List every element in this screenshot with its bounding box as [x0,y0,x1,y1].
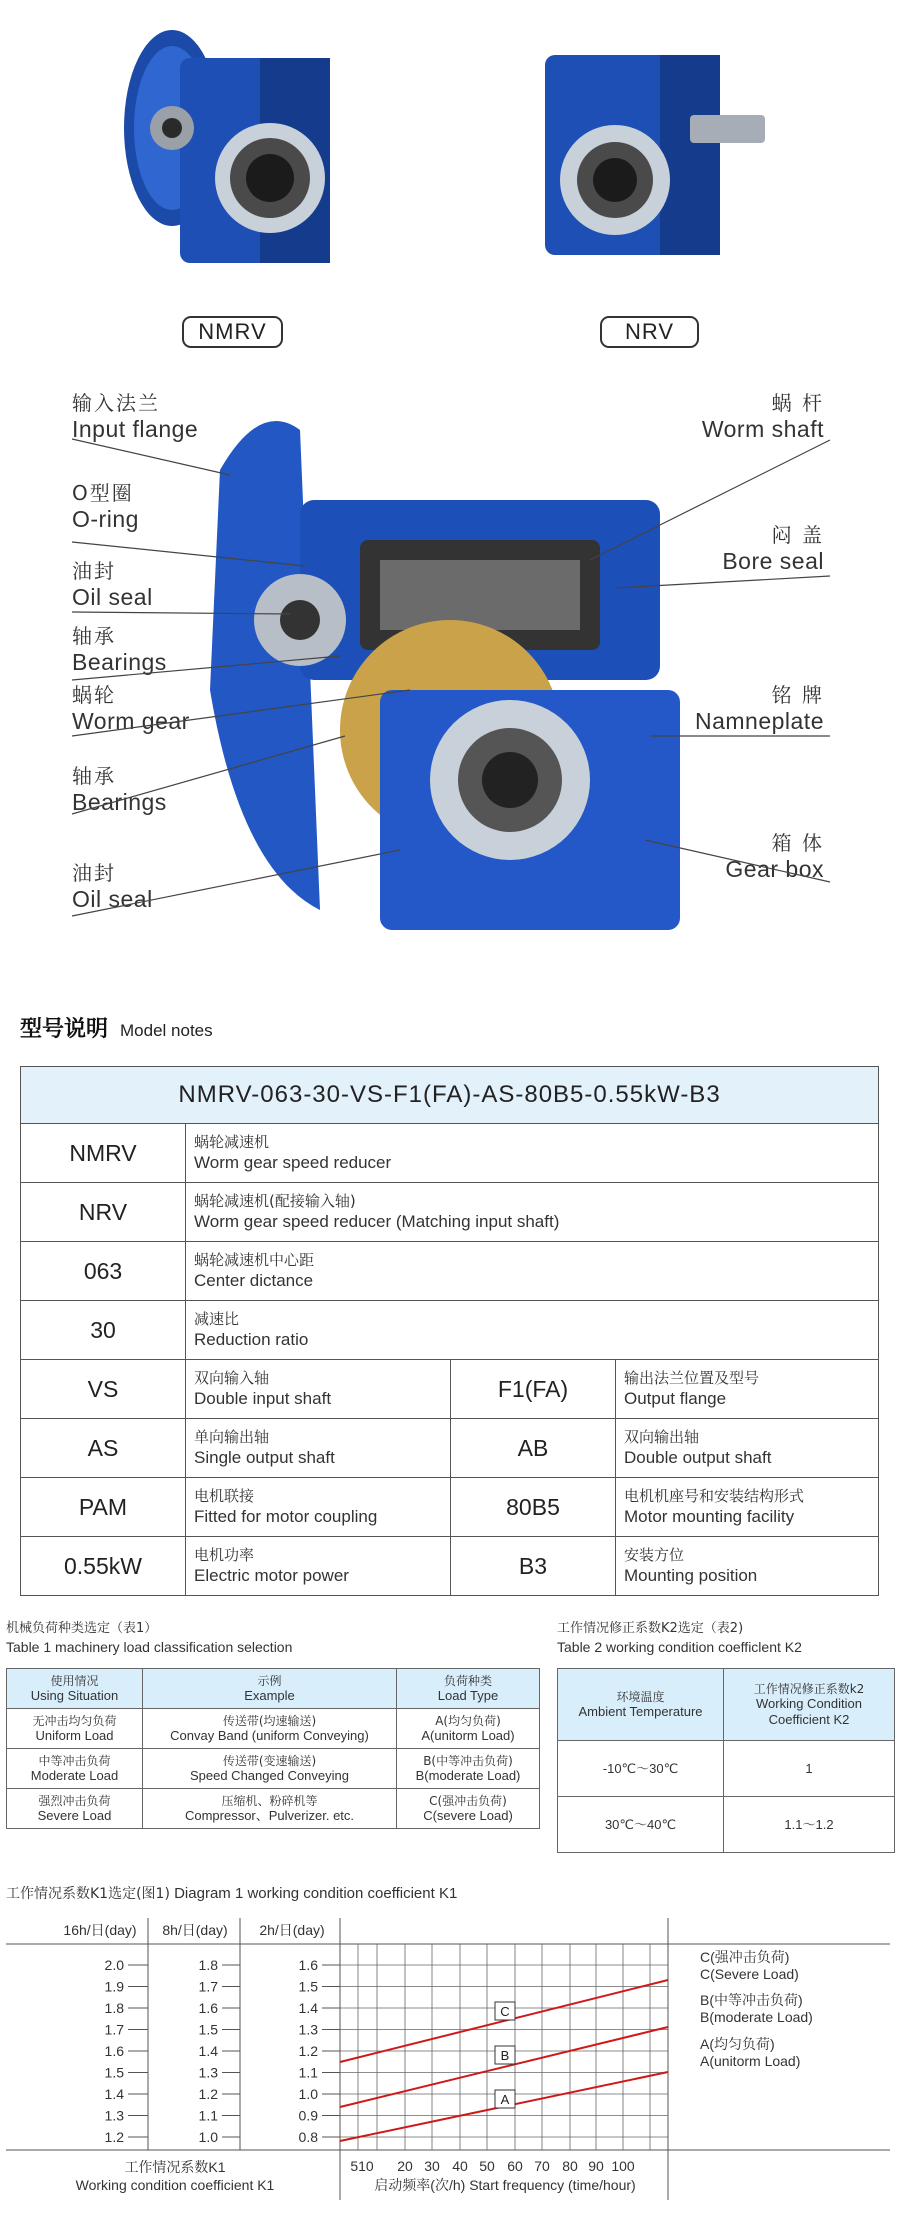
code-cell: 80B5 [451,1478,616,1537]
desc-cell: 单向输出轴 Single output shaft [186,1419,451,1478]
curve-legend-en: B(moderate Load) [700,2009,813,2025]
curve-marker-label: C [500,2004,510,2019]
tick-label-2h: 1.3 [298,2021,318,2038]
table-row [21,1360,879,1419]
code-cell: B3 [451,1537,616,1596]
tick-label-2h: 1.2 [298,2043,318,2059]
tick-label-8h: 1.7 [198,1978,218,1995]
curve-legend-en: C(Severe Load) [700,1966,799,1982]
desc-cell: 双向输出轴 Double output shaft [616,1419,879,1478]
column-header: 环境温度 Ambient Temperature [558,1669,724,1741]
callout-leader-lines [0,380,900,940]
callout-nameplate: 铭 牌 Namneplate [694,683,824,734]
callout-gear-box: 箱 体 Gear box [725,831,824,882]
curve-legend-en: A(unitorm Load) [700,2053,801,2069]
curve-legend-zh: B(中等冲击负荷) [700,1992,803,2008]
curve-legend-zh: A(均匀负荷) [700,2036,775,2052]
table-row [7,1789,540,1829]
x-tick-label: 80 [562,2158,578,2174]
x-tick-label: 40 [452,2158,468,2174]
table-row [21,1419,879,1478]
col-header-16h: 16h/日(day) [63,1922,137,1938]
tick-label-16h: 1.9 [104,1978,124,1995]
tick-label-16h: 2.0 [104,1957,124,1973]
table-row [21,1183,879,1242]
x-tick-label: 510 [350,2158,374,2174]
table-cell: C(强冲击负荷) C(severe Load) [397,1789,540,1829]
column-header: 使用情况 Using Situation [7,1669,143,1709]
column-header: 工作情况修正系数k2 Working Condition Coefficient K2 [724,1669,895,1741]
callout-oil-seal-bottom: 油封 Oil seal [72,861,153,912]
table1-caption: 机械负荷种类选定（表1） Table 1 machinery load classification selection [6,1621,293,1655]
tick-label-8h: 1.2 [198,2086,218,2102]
code-cell: NRV [21,1183,186,1242]
table-row [21,1124,879,1183]
table-row [558,1741,895,1797]
callout-worm-gear: 蜗轮 Worm gear [72,683,190,734]
code-cell: NMRV [21,1124,186,1183]
code-cell: VS [21,1360,186,1419]
table-cell: A(均匀负荷) A(unitorm Load) [397,1709,540,1749]
column-header: 示例 Example [143,1669,397,1709]
callout-bearings-top: 轴承 Bearings [72,624,167,675]
table-cell: -10℃～30℃ [558,1741,724,1797]
desc-cell: 蜗轮减速机 Worm gear speed reducer [186,1124,879,1183]
tick-label-2h: 1.6 [298,1957,318,1973]
callout-oil-seal-top: 油封 Oil seal [72,559,153,610]
tick-label-16h: 1.5 [104,2064,124,2081]
x-tick-label: 50 [479,2158,495,2174]
table-header-row [7,1669,540,1709]
table-row [21,1301,879,1360]
tick-label-2h: 1.4 [298,2000,318,2016]
code-cell: 30 [21,1301,186,1360]
table2-caption: 工作情况修正系数K2选定（表2) Table 2 working condition coefficlent K2 [557,1621,802,1655]
desc-cell: 安装方位 Mounting position [616,1537,879,1596]
callout-worm-shaft: 蜗 杆 Worm shaft [701,391,824,442]
code-cell: 063 [21,1242,186,1301]
col-header-2h: 2h/日(day) [259,1922,325,1938]
tick-label-16h: 1.8 [104,2000,124,2016]
callout-o-ring: O型圈 O-ring [72,481,139,532]
code-cell: AS [21,1419,186,1478]
table-header-row [558,1669,895,1741]
table-cell: 中等冲击负荷 Moderate Load [7,1749,143,1789]
curve-legend-zh: C(强冲击负荷) [700,1949,790,1965]
desc-cell: 蜗轮减速机(配接输入轴) Worm gear speed reducer (Matching input shaft) [186,1183,879,1242]
model-notes-title-en: Model notes [120,1021,213,1040]
tick-label-8h: 1.4 [198,2043,218,2059]
table-cell: 30℃～40℃ [558,1797,724,1853]
desc-cell: 输出法兰位置及型号 Output flange [616,1360,879,1419]
curve-marker-label: A [500,2092,510,2107]
x-tick-label: 60 [507,2158,523,2174]
tick-label-2h: 0.9 [298,2107,318,2124]
desc-cell: 电机机座号和安装结构形式 Motor mounting facility [616,1478,879,1537]
tick-label-8h: 1.8 [198,1957,218,1973]
code-cell: PAM [21,1478,186,1537]
table-row [7,1709,540,1749]
x-tick-label: 20 [397,2158,413,2174]
callout-bore-seal: 闷 盖 Bore seal [722,523,824,574]
table-row [21,1478,879,1537]
table-cell: B(中等冲击负荷) B(moderate Load) [397,1749,540,1789]
col-header-8h: 8h/日(day) [162,1922,228,1938]
tick-label-16h: 1.6 [104,2043,124,2059]
tick-label-16h: 1.2 [104,2129,124,2145]
tick-label-16h: 1.4 [104,2086,124,2102]
k1-label-zh: 工作情况系数K1 [124,2159,226,2175]
table-row [558,1797,895,1853]
table-cell: 压缩机、粉碎机等 Compressor、Pulverizer. etc. [143,1789,397,1829]
tick-label-8h: 1.0 [198,2129,218,2145]
product-label-nrv: NRV [600,316,699,348]
tick-label-2h: 1.5 [298,1978,318,1995]
table2 [557,1668,895,1853]
table-row [21,1537,879,1596]
tick-label-8h: 1.3 [198,2064,218,2081]
table-cell: 1.1～1.2 [724,1797,895,1853]
table-cell: 传送带(均速输送) Convay Band (uniform Conveying) [143,1709,397,1749]
k1-diagram [0,1910,900,2200]
tick-label-8h: 1.6 [198,2000,218,2016]
table-cell: 无冲击均匀负荷 Uniform Load [7,1709,143,1749]
code-cell: F1(FA) [451,1360,616,1419]
curve-marker-label: B [500,2048,510,2063]
model-code-header-row [21,1067,879,1124]
model-notes-table [20,1066,879,1596]
desc-cell: 双向输入轴 Double input shaft [186,1360,451,1419]
tick-label-16h: 1.7 [104,2021,124,2038]
product-photo-nmrv [110,18,350,268]
desc-cell: 蜗轮减速机中心距 Center dictance [186,1242,879,1301]
table-row [21,1242,879,1301]
product-photo-nrv [540,35,770,270]
model-notes-title [20,1012,213,1043]
x-tick-label: 70 [534,2158,550,2174]
tick-label-16h: 1.3 [104,2107,124,2124]
desc-cell: 减速比 Reduction ratio [186,1301,879,1360]
k1-label-en: Working condition coefficient K1 [75,2177,275,2193]
callout-input-flange: 输入法兰 Input flange [72,391,199,442]
tick-label-2h: 0.8 [298,2129,318,2145]
table-cell: 1 [724,1741,895,1797]
model-code: NMRV-063-30-VS-F1(FA)-AS-80B5-0.55kW-B3 [21,1067,879,1124]
callout-bearings-bottom: 轴承 Bearings [72,764,167,815]
x-tick-label: 90 [588,2158,604,2174]
tick-label-2h: 1.0 [298,2086,318,2102]
x-tick-label: 30 [424,2158,440,2174]
tick-label-8h: 1.5 [198,2021,218,2038]
desc-cell: 电机功率 Electric motor power [186,1537,451,1596]
tick-label-2h: 1.1 [298,2064,318,2081]
product-label-nmrv: NMRV [182,316,283,348]
tick-label-8h: 1.1 [198,2107,218,2124]
x-tick-label: 100 [611,2158,635,2174]
desc-cell: 电机联接 Fitted for motor coupling [186,1478,451,1537]
x-axis-label: 启动频率(次/h) Start frequency (time/hour) [374,2177,636,2193]
diagram-caption: 工作情况系数K1选定(图1) Diagram 1 working condition coefficient K1 [6,1885,458,1902]
code-cell: AB [451,1419,616,1478]
table1 [6,1668,540,1829]
table-cell: 传送带(变速输送) Speed Changed Conveying [143,1749,397,1789]
table-cell: 强烈冲击负荷 Severe Load [7,1789,143,1829]
column-header: 负荷种类 Load Type [397,1669,540,1709]
code-cell: 0.55kW [21,1537,186,1596]
table-row [7,1749,540,1789]
model-notes-title-zh: 型号说明 [20,1017,109,1042]
